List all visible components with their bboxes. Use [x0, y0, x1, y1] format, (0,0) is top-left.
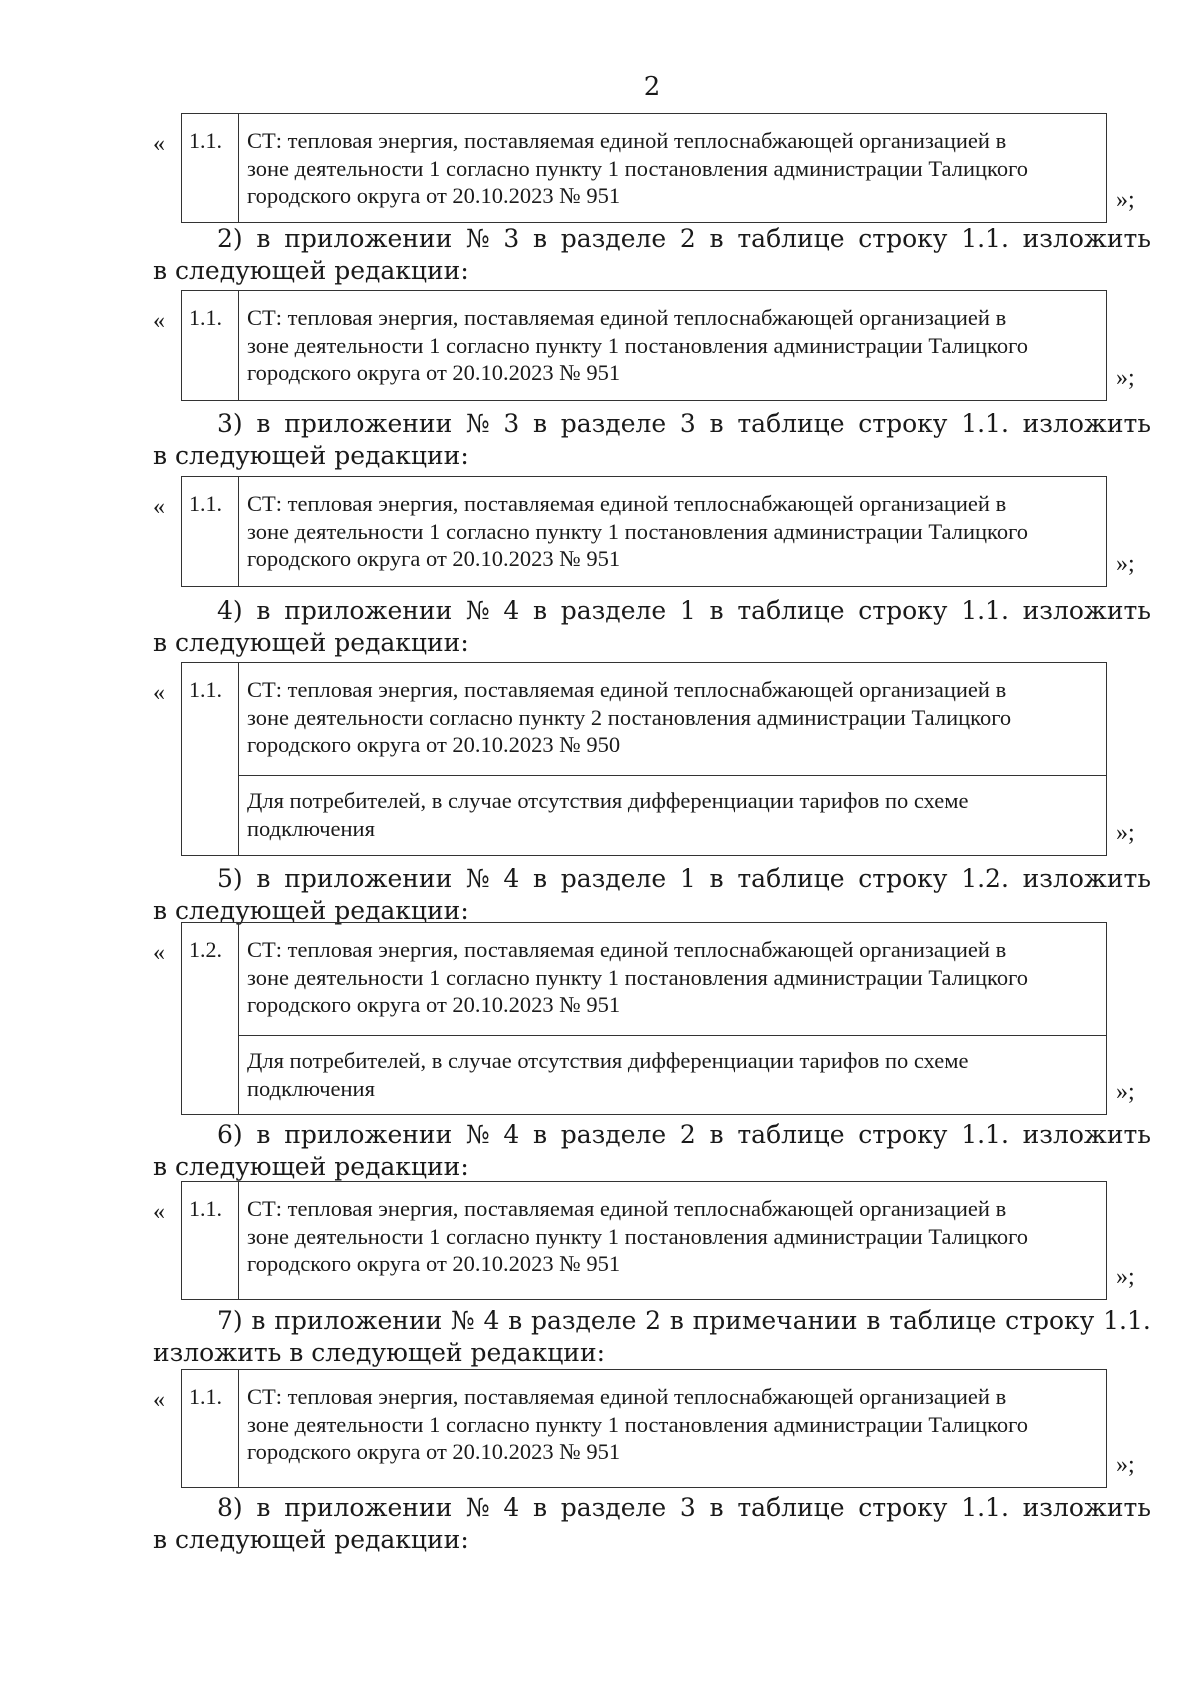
paragraph-word: строку [858, 596, 948, 625]
amendment-table [181, 1181, 1107, 1300]
amendment-table [181, 922, 1107, 1115]
paragraph-word: в [532, 864, 548, 893]
paragraph-word: в [256, 1120, 271, 1149]
closing-quote: »; [1116, 1264, 1135, 1290]
paragraph-word: в [709, 1120, 724, 1149]
paragraph-word: приложении [284, 409, 453, 438]
paragraph-word: в [256, 409, 271, 438]
paragraph-word: таблице [737, 224, 845, 253]
paragraph-word: приложении [274, 1306, 443, 1335]
cell-text-line: зоне деятельности 1 согласно пункту 1 постановления администрации Талицкого [247, 1411, 1028, 1437]
cell-text-line: зоне деятельности 1 согласно пункту 1 постановления администрации Талицкого [247, 155, 1028, 181]
cell-text-line: подключения [247, 815, 375, 841]
paragraph-word: таблице [737, 409, 845, 438]
paragraph-word: № [465, 409, 490, 438]
paragraph-first-line [153, 223, 1151, 255]
amendment-table [181, 290, 1107, 401]
paragraph-word: 1 [679, 864, 696, 893]
table-row-number: 1.1. [182, 291, 239, 400]
amendment-table [181, 113, 1107, 223]
paragraph-word: 4 [503, 1120, 520, 1149]
paragraph-word: приложении [284, 864, 453, 893]
table-row-number: 1.2. [182, 923, 239, 1114]
table-cell-description [239, 676, 1106, 759]
opening-quote: « [153, 940, 165, 966]
paragraph-word: № [465, 864, 490, 893]
item-number: 7) [217, 1306, 243, 1335]
paragraph-word: 2 [679, 224, 696, 253]
paragraph-word: 1.1. [961, 1120, 1009, 1149]
paragraph-word: 4 [503, 864, 520, 893]
amendment-paragraph [153, 1305, 1151, 1369]
paragraph-word: в [709, 409, 724, 438]
cell-text-line: СТ: тепловая энергия, поставляемая единой теплоснабжающей организацией в [247, 1384, 1007, 1409]
paragraph-first-line [153, 408, 1151, 440]
item-number: 4) [217, 596, 243, 625]
opening-quote: « [153, 1199, 165, 1225]
cell-text-line: подключения [247, 1075, 375, 1101]
amendment-paragraph [153, 1492, 1151, 1556]
paragraph-word: таблице [737, 1493, 845, 1522]
table-cell-description [239, 936, 1106, 1019]
paragraph-word: № [465, 1120, 490, 1149]
paragraph-word: изложить [1022, 409, 1151, 438]
paragraph-word: в [669, 1306, 684, 1335]
opening-quote: « [153, 131, 165, 157]
amendment-paragraph [153, 408, 1151, 472]
paragraph-word: строку [858, 1120, 948, 1149]
table-cell-description [239, 304, 1106, 387]
paragraph-word: 3 [503, 224, 520, 253]
paragraph-word: в [532, 224, 548, 253]
amendment-table [181, 662, 1107, 856]
cell-text-line: СТ: тепловая энергия, поставляемая единой теплоснабжающей организацией в [247, 491, 1007, 516]
paragraph-word: 1.1. [1103, 1306, 1151, 1335]
paragraph-word: в [709, 1493, 724, 1522]
table-cell-description [239, 1383, 1106, 1466]
page-number: 2 [643, 72, 661, 102]
paragraph-word: таблице [737, 864, 845, 893]
paragraph-first-line [153, 1492, 1151, 1524]
paragraph-word: в [256, 864, 271, 893]
paragraph-word: в [709, 864, 724, 893]
paragraph-word: 1.2. [961, 864, 1009, 893]
paragraph-word: изложить [1022, 864, 1151, 893]
paragraph-word: 4 [483, 1306, 500, 1335]
paragraph-first-line [153, 1305, 1151, 1337]
paragraph-word: 2 [679, 1120, 696, 1149]
cell-text-line: СТ: тепловая энергия, поставляемая единой теплоснабжающей организацией в [247, 937, 1007, 962]
paragraph-word: № [451, 1306, 475, 1335]
paragraph-word: 1.1. [961, 1493, 1009, 1522]
cell-text-line: Для потребителей, в случае отсутствия дифференциации тарифов по схеме [247, 1048, 969, 1073]
cell-text-line: зоне деятельности согласно пункту 2 постановления администрации Талицкого [247, 704, 1012, 730]
paragraph-word: 4 [503, 596, 520, 625]
table-row-number: 1.1. [182, 663, 239, 855]
paragraph-word: 3 [679, 409, 696, 438]
paragraph-word: в [532, 1493, 548, 1522]
cell-text-line: СТ: тепловая энергия, поставляемая единой теплоснабжающей организацией в [247, 1196, 1007, 1221]
paragraph-word: 1.1. [961, 596, 1009, 625]
item-number: 6) [217, 1120, 243, 1149]
paragraph-word: таблице [737, 1120, 845, 1149]
cell-text-line: городского округа от 20.10.2023 № 951 [247, 1251, 621, 1276]
closing-quote: »; [1116, 1079, 1135, 1105]
paragraph-second-line: в следующей редакции: [153, 628, 469, 657]
cell-text-line: городского округа от 20.10.2023 № 951 [247, 992, 621, 1017]
cell-text-line: Для потребителей, в случае отсутствия дифференциации тарифов по схеме [247, 788, 969, 813]
table-row-number: 1.1. [182, 1182, 239, 1299]
table-cell-description [239, 1195, 1106, 1278]
paragraph-word: в [866, 1306, 881, 1335]
opening-quote: « [153, 308, 165, 334]
paragraph-word: в [709, 596, 724, 625]
paragraph-word: приложении [284, 224, 453, 253]
paragraph-word: в [532, 1120, 548, 1149]
cell-text-line: СТ: тепловая энергия, поставляемая единой теплоснабжающей организацией в [247, 305, 1007, 330]
cell-text-line: городского округа от 20.10.2023 № 951 [247, 360, 621, 385]
table-row-number: 1.1. [182, 114, 239, 222]
paragraph-word: в [251, 1306, 266, 1335]
paragraph-word: № [465, 1493, 490, 1522]
paragraph-word: 1.1. [961, 224, 1009, 253]
table-cell-consumer-note [239, 1035, 1106, 1114]
paragraph-word: 3 [679, 1493, 696, 1522]
paragraph-word: примечании [692, 1306, 858, 1335]
paragraph-word: разделе [560, 224, 667, 253]
paragraph-word: 1.1. [961, 409, 1009, 438]
paragraph-word: разделе [560, 1120, 667, 1149]
paragraph-word: № [465, 596, 490, 625]
paragraph-first-line [153, 595, 1151, 627]
opening-quote: « [153, 680, 165, 706]
paragraph-word: в [256, 224, 271, 253]
paragraph-word: в [508, 1306, 523, 1335]
paragraph-word: в [709, 224, 724, 253]
paragraph-second-line: в следующей редакции: [153, 896, 469, 925]
closing-quote: »; [1116, 365, 1135, 391]
paragraph-word: № [465, 224, 490, 253]
paragraph-word: в [532, 596, 548, 625]
closing-quote: »; [1116, 187, 1135, 213]
paragraph-second-line: в следующей редакции: [153, 1525, 469, 1554]
amendment-paragraph [153, 595, 1151, 659]
table-cell-description [239, 490, 1106, 573]
amendment-paragraph [153, 223, 1151, 287]
cell-text-line: зоне деятельности 1 согласно пункту 1 постановления администрации Талицкого [247, 518, 1028, 544]
paragraph-word: изложить [1022, 596, 1151, 625]
cell-text-line: СТ: тепловая энергия, поставляемая единой теплоснабжающей организацией в [247, 677, 1007, 702]
cell-text-line: городского округа от 20.10.2023 № 950 [247, 732, 621, 757]
item-number: 5) [217, 864, 243, 893]
item-number: 8) [217, 1493, 243, 1522]
paragraph-word: разделе [560, 409, 667, 438]
paragraph-word: разделе [530, 1306, 637, 1335]
paragraph-word: таблице [737, 596, 845, 625]
paragraph-word: в [532, 409, 548, 438]
paragraph-word: 1 [679, 596, 696, 625]
cell-text-line: зоне деятельности 1 согласно пункту 1 постановления администрации Талицкого [247, 332, 1028, 358]
item-number: 3) [217, 409, 243, 438]
table-row-number: 1.1. [182, 477, 239, 586]
amendment-table [181, 1369, 1107, 1488]
cell-text-line: городского округа от 20.10.2023 № 951 [247, 546, 621, 571]
paragraph-word: 4 [503, 1493, 520, 1522]
paragraph-word: разделе [560, 1493, 667, 1522]
table-cell-consumer-note [239, 775, 1106, 855]
closing-quote: »; [1116, 551, 1135, 577]
paragraph-second-line: в следующей редакции: [153, 1152, 469, 1181]
cell-text-line: зоне деятельности 1 согласно пункту 1 постановления администрации Талицкого [247, 1223, 1028, 1249]
paragraph-word: строку [858, 409, 948, 438]
paragraph-word: изложить [1022, 1120, 1151, 1149]
table-row-number: 1.1. [182, 1370, 239, 1487]
closing-quote: »; [1116, 820, 1135, 846]
cell-text-line: городского округа от 20.10.2023 № 951 [247, 1439, 621, 1464]
paragraph-second-line: в следующей редакции: [153, 441, 469, 470]
paragraph-word: строку [858, 224, 948, 253]
amendment-paragraph [153, 1119, 1151, 1183]
paragraph-word: 3 [503, 409, 520, 438]
paragraph-word: приложении [284, 596, 453, 625]
paragraph-word: приложении [284, 1493, 453, 1522]
paragraph-word: приложении [284, 1120, 453, 1149]
paragraph-word: в [256, 596, 271, 625]
amendment-table [181, 476, 1107, 587]
opening-quote: « [153, 1387, 165, 1413]
paragraph-word: таблице [889, 1306, 997, 1335]
paragraph-word: в [256, 1493, 271, 1522]
paragraph-word: изложить [1022, 1493, 1151, 1522]
item-number: 2) [217, 224, 243, 253]
paragraph-word: строку [858, 864, 948, 893]
paragraph-word: разделе [560, 596, 667, 625]
paragraph-second-line: в следующей редакции: [153, 256, 469, 285]
paragraph-first-line [153, 863, 1151, 895]
cell-text-line: СТ: тепловая энергия, поставляемая единой теплоснабжающей организацией в [247, 128, 1007, 153]
paragraph-word: разделе [560, 864, 667, 893]
cell-text-line: зоне деятельности 1 согласно пункту 1 постановления администрации Талицкого [247, 964, 1028, 990]
paragraph-word: 2 [645, 1306, 662, 1335]
cell-text-line: городского округа от 20.10.2023 № 951 [247, 183, 621, 208]
paragraph-word: строку [1005, 1306, 1095, 1335]
closing-quote: »; [1116, 1452, 1135, 1478]
paragraph-second-line: изложить в следующей редакции: [153, 1338, 606, 1367]
opening-quote: « [153, 494, 165, 520]
paragraph-word: изложить [1022, 224, 1151, 253]
table-cell-description [239, 127, 1106, 210]
paragraph-word: строку [858, 1493, 948, 1522]
paragraph-first-line [153, 1119, 1151, 1151]
amendment-paragraph [153, 863, 1151, 927]
